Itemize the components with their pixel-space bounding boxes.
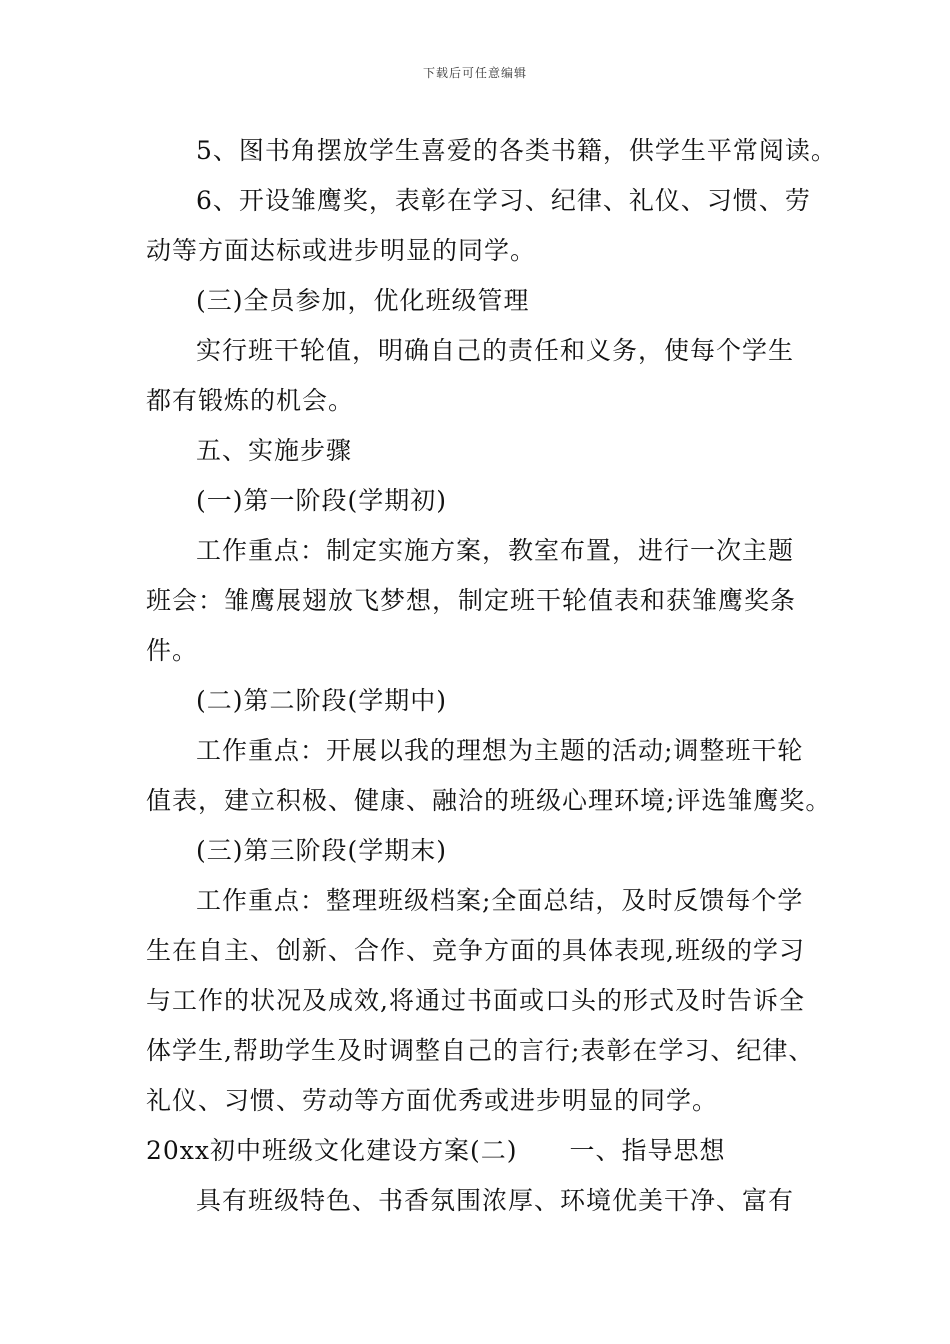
document-body — [146, 126, 837, 1226]
paragraph-2 — [146, 176, 826, 226]
header-note: 下载后可任意编辑 — [422, 66, 527, 80]
paragraph-11-line-5: 礼仪、习惯、劳动等方面优秀或进步明显的同学。 — [146, 1086, 719, 1115]
paragraph-4-cont — [146, 376, 826, 426]
paragraph-3-line-1: (三)全员参加，优化班级管理 — [196, 286, 530, 315]
paragraph-3 — [146, 276, 826, 326]
stage-3-heading: (三)第三阶段(学期末) — [196, 836, 448, 865]
paragraph-8 — [146, 676, 826, 726]
paragraph-12 — [146, 1176, 826, 1226]
paragraph-4-line-1: 实行班干轮值，明确自己的责任和义务，使每个学生 — [196, 336, 795, 365]
paragraph-9-line-2: 值表，建立积极、健康、融洽的班级心理环境;评选雏鹰奖。 — [146, 786, 832, 815]
paragraph-1-line-1: 5、图书角摆放学生喜爱的各类书籍，供学生平常阅读。 — [196, 136, 837, 165]
paragraph-2-line-1: 6、开设雏鹰奖，表彰在学习、纪律、礼仪、习惯、劳 — [196, 186, 811, 215]
stage-2-heading: (二)第二阶段(学期中) — [196, 686, 448, 715]
paragraph-12-line-1: 具有班级特色、书香氛围浓厚、环境优美干净、富有 — [196, 1186, 795, 1215]
document-title-line — [146, 1126, 826, 1176]
paragraph-9-line-1: 工作重点：开展以我的理想为主题的活动;调整班干轮 — [196, 736, 804, 765]
paragraph-2-cont — [146, 226, 826, 276]
paragraph-11 — [146, 876, 826, 926]
paragraph-7-cont — [146, 576, 826, 676]
paragraph-11-line-3: 与工作的状况及成效,将通过书面或口头的形式及时告诉全 — [146, 986, 805, 1015]
paragraph-4-line-2: 都有锻炼的机会。 — [146, 386, 355, 415]
paragraph-2-line-2: 动等方面达标或进步明显的同学。 — [146, 236, 537, 265]
paragraph-4 — [146, 326, 826, 376]
paragraph-7-line-2: 班会：雏鹰展翅放飞梦想，制定班干轮值表和获雏鹰奖条 — [146, 586, 797, 615]
paragraph-9 — [146, 726, 826, 776]
paragraph-10 — [146, 826, 826, 876]
paragraph-6 — [146, 476, 826, 526]
document-title: 20xx初中班级文化建设方案(二) — [146, 1136, 518, 1165]
paragraph-9-cont — [146, 776, 832, 826]
paragraph-7-line-1: 工作重点：制定实施方案，教室布置，进行一次主题 — [196, 536, 795, 565]
section-heading-steps: 五、实施步骤 — [196, 436, 353, 465]
paragraph-5 — [146, 426, 826, 476]
paragraph-11-cont — [146, 926, 826, 1126]
stage-1-heading: (一)第一阶段(学期初) — [196, 486, 448, 515]
paragraph-11-line-2: 生在自主、创新、合作、竞争方面的具体表现,班级的学习 — [146, 936, 805, 965]
paragraph-11-line-1: 工作重点：整理班级档案;全面总结，及时反馈每个学 — [196, 886, 804, 915]
paragraph-1 — [146, 126, 837, 176]
paragraph-7 — [146, 526, 826, 576]
paragraph-7-line-3: 件。 — [146, 636, 199, 665]
section-heading-guiding-thought: 一、指导思想 — [569, 1136, 726, 1165]
paragraph-11-line-4: 体学生,帮助学生及时调整自己的言行;表彰在学习、纪律、 — [146, 1036, 815, 1065]
